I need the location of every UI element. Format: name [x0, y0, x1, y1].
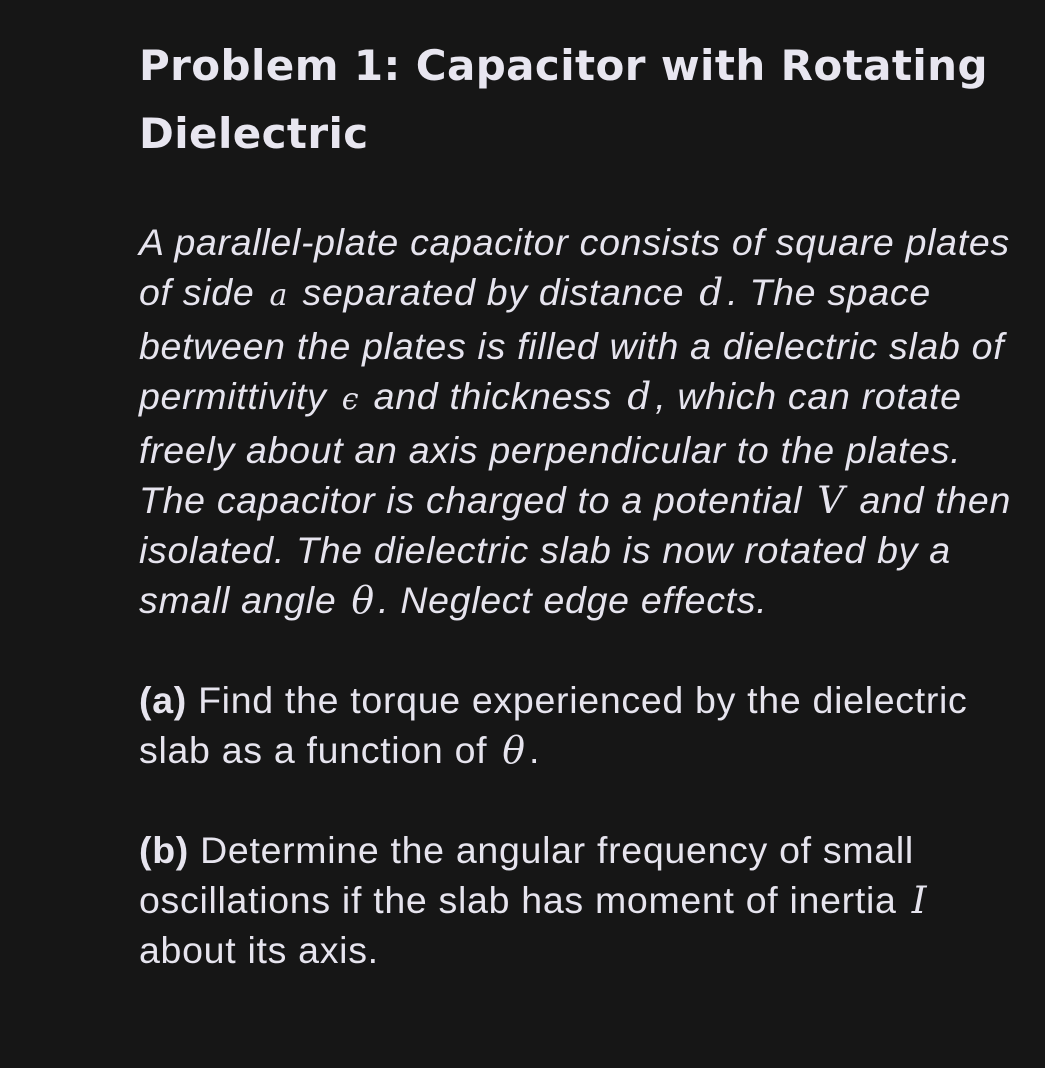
part-b-text-1: Determine the angular frequency of small oscillations if the slab has moment of inertia — [139, 829, 914, 921]
symbol-d: d — [699, 270, 724, 314]
statement-text-2: separated by distance — [302, 271, 685, 313]
part-a — [139, 675, 1029, 775]
part-a-text-1: Find the torque experienced by the dielectric slab as a function of — [139, 679, 968, 771]
symbol-v: V — [817, 478, 845, 522]
part-b — [139, 825, 1029, 975]
part-a-label: (a) — [139, 679, 187, 721]
statement-text-4: and thickness — [373, 375, 613, 417]
problem-content — [139, 32, 1029, 975]
symbol-theta: θ — [351, 578, 375, 622]
symbol-d-thickness: d — [627, 374, 652, 418]
part-a-symbol-theta: θ — [502, 728, 525, 772]
symbol-a: a — [269, 278, 288, 313]
statement-text-7: . Neglect edge effects. — [378, 579, 768, 621]
problem-statement — [139, 217, 1029, 625]
part-a-text-2: . — [528, 729, 541, 771]
problem-title: Problem 1: Capacitor with Rotating Dielectric — [139, 41, 988, 158]
statement-text-3: . The space between the plates is filled with a dielectric slab of permittivity — [139, 271, 1005, 417]
statement-text-5: , which can rotate freely about an axis perpendicular to the plates. The capacitor is charged to a potential — [139, 375, 962, 521]
statement-text-6: and then isolated. The dielectric slab is now rotated by a small angle — [139, 479, 1012, 621]
symbol-epsilon: ϵ — [341, 382, 359, 417]
part-b-text-2: about its axis. — [139, 929, 379, 971]
statement-text-1: A parallel-plate capacitor consists of square plates of side — [139, 221, 1010, 313]
symbol-i: I — [911, 878, 927, 922]
part-b-label: (b) — [139, 829, 189, 871]
